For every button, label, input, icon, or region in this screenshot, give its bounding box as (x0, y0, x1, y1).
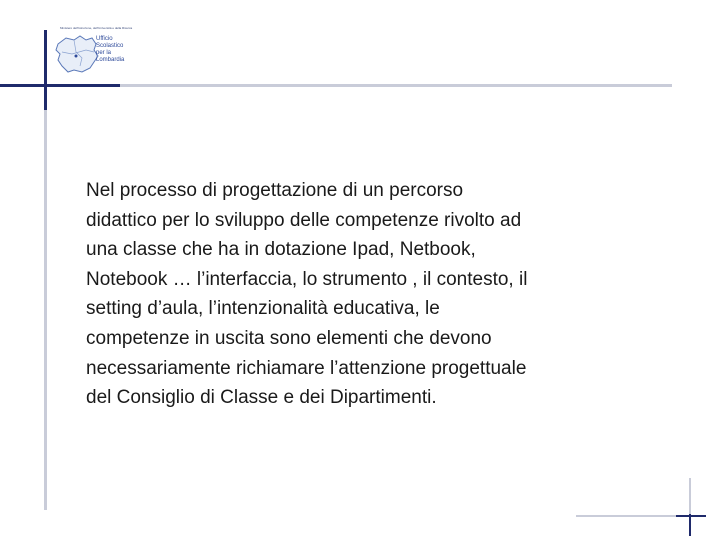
logo-text-line: Ufficio (96, 36, 113, 42)
frame-line-left (44, 110, 47, 510)
frame-line-left-top (44, 30, 47, 110)
frame-line-top (120, 84, 672, 87)
body-paragraph: Nel processo di progettazione di un percorso didattico per lo sviluppo delle competenze rivolto ad una classe che ha in dotazione Ipad, Netbook, Notebook … l’interfaccia, lo strumento , il contesto, il setting d’aula, l’intenzionalità educativa, le competenze in uscita sono elementi che devono necessariamente richiamare l’attenzione progettuale del Consiglio di Classe e dei Dipartimenti. (86, 180, 528, 409)
logo-text-line: per la (96, 50, 112, 56)
frame-line-top-left (0, 84, 120, 87)
frame-line-bottom-right (676, 515, 706, 517)
logo-text (96, 36, 144, 64)
lombardia-map-icon (52, 32, 102, 76)
frame-line-right (689, 478, 691, 514)
frame-line-right-bottom (689, 514, 691, 536)
logo-text-line: Lombardia (96, 57, 125, 63)
logo-header-text: Ministero dell'Istruzione, dell'Università e della Ricerca (60, 26, 133, 30)
logo (52, 26, 144, 78)
logo-text-line: Scolastico (96, 43, 124, 49)
frame-line-bottom (576, 515, 676, 517)
